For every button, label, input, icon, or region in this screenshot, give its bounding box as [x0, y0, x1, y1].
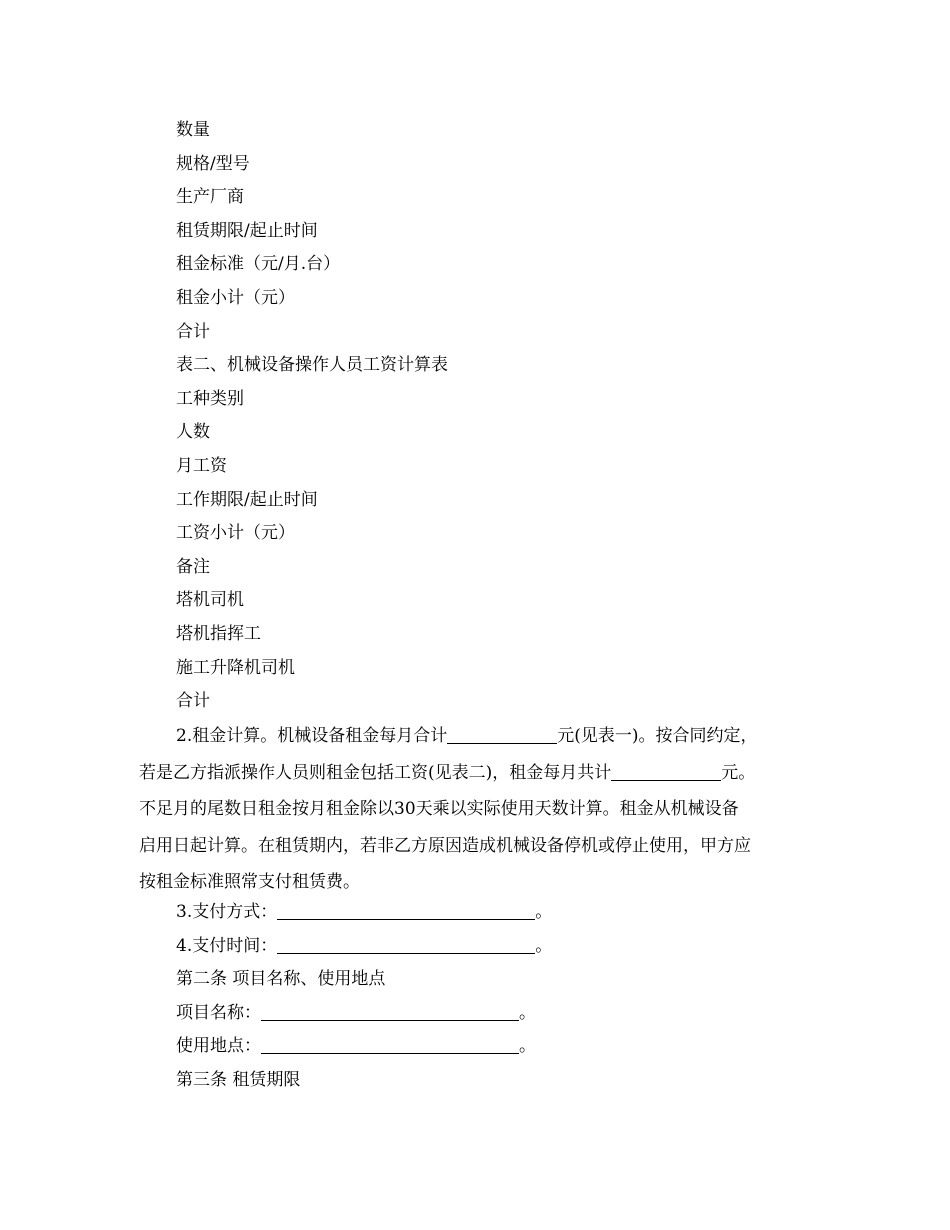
clause-rent-calculation	[139, 718, 815, 901]
field-wage-subtotal: 工资小计（元）	[176, 523, 295, 544]
field-monthly-wage: 月工资	[176, 455, 227, 476]
payment-time-label: 4.支付时间：	[176, 935, 278, 956]
table-field-list	[176, 114, 816, 719]
field-headcount: 人数	[176, 422, 210, 443]
location-end: 。	[519, 1036, 536, 1057]
project-name-label: 项目名称：	[176, 1002, 261, 1023]
payment-method-end: 。	[535, 902, 553, 922]
clause2-line2-end: 元。	[721, 762, 756, 783]
field-rent-standard: 租金标准（元/月.台）	[176, 254, 341, 275]
field-tower-crane-driver: 塔机司机	[176, 590, 244, 611]
table2-title: 表二、机械设备操作人员工资计算表	[176, 355, 448, 376]
field-remarks: 备注	[176, 556, 210, 577]
field-rent-subtotal: 租金小计（元）	[176, 287, 295, 308]
field-hoist-driver: 施工升降机司机	[176, 657, 295, 678]
field-quantity: 数量	[176, 120, 210, 140]
location-label: 使用地点：	[176, 1036, 261, 1057]
field-job-type: 工种类别	[176, 388, 244, 409]
field-lease-period: 租赁期限/起止时间	[176, 220, 318, 241]
monthly-rent-blank[interactable]	[447, 725, 557, 744]
field-tower-crane-signaler: 塔机指挥工	[176, 623, 261, 644]
payment-method-label: 3.支付方式：	[176, 902, 278, 922]
project-name-blank[interactable]	[261, 1002, 519, 1021]
field-work-period: 工作期限/起止时间	[176, 489, 318, 510]
clause2-line2-start: 若是乙方指派操作人员则租金包括工资(见表二)，租金每月共计	[139, 762, 612, 783]
clause2-line3: 不足月的尾数日租金按月租金除以30天乘以实际使用天数计算。租金从机械设备	[139, 799, 739, 819]
article3-title: 第三条 租赁期限	[176, 1069, 301, 1090]
contract-tail-section	[176, 896, 816, 1098]
field-manufacturer: 生产厂商	[176, 187, 244, 208]
location-blank[interactable]	[261, 1035, 519, 1054]
clause2-line1-end: 元(见表一)。按合同约定，	[557, 726, 758, 746]
field-total-2: 合计	[176, 691, 210, 712]
project-name-end: 。	[519, 1002, 536, 1023]
clause2-line1-start: 2.租金计算。机械设备租金每月合计	[176, 726, 448, 746]
clause2-line4: 启用日起计算。在租赁期内，若非乙方原因造成机械设备停机或停止使用，甲方应	[139, 835, 751, 856]
article2-title: 第二条 项目名称、使用地点	[176, 969, 386, 990]
monthly-total-blank[interactable]	[611, 762, 721, 781]
field-total: 合计	[176, 321, 210, 342]
payment-time-end: 。	[535, 935, 553, 956]
field-spec-model: 规格/型号	[176, 153, 250, 174]
payment-time-blank[interactable]	[277, 935, 535, 954]
payment-method-blank[interactable]	[277, 901, 535, 920]
clause2-line5: 按租金标准照常支付租赁费。	[139, 872, 360, 892]
